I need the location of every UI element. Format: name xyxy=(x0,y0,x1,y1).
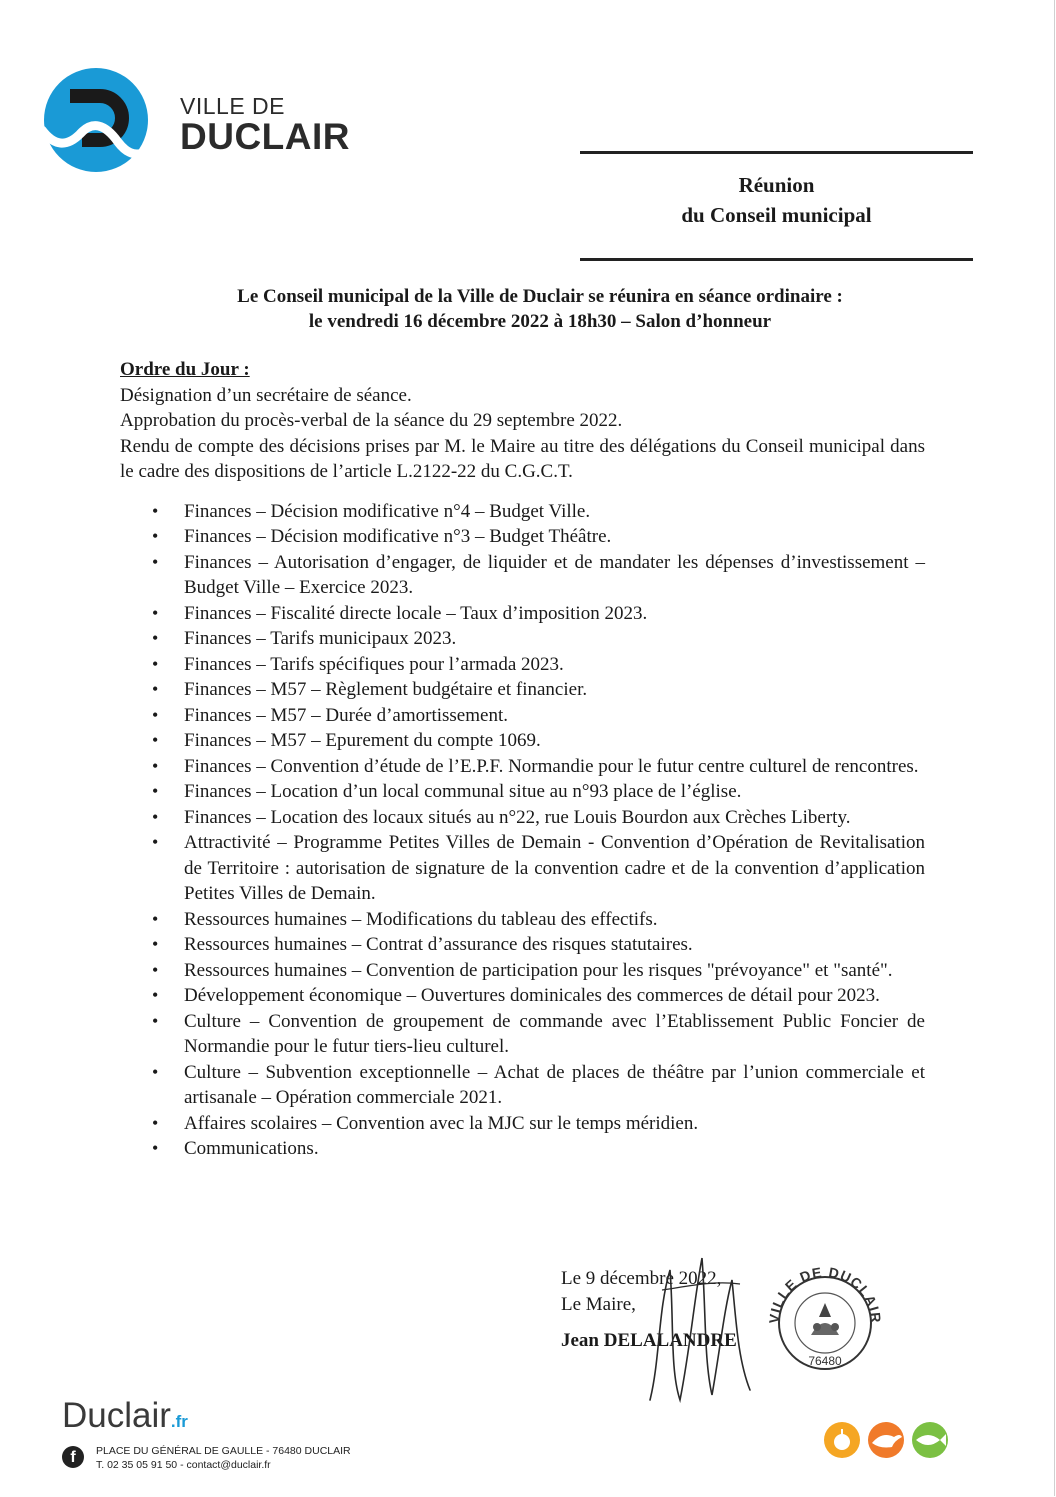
agenda-item: • Développement économique – Ouvertures dominicales des commerces de détail pour 2023. xyxy=(120,983,925,1009)
agenda-item: • Finances – M57 – Durée d’amortissement. xyxy=(120,703,925,729)
stamp-text: VILLE DE DUCLAIR xyxy=(765,1263,885,1325)
agenda-item: • Culture – Convention de groupement de commande avec l’Etablissement Public Foncier de Normandie pour le futur tiers-lieu culturel. xyxy=(120,1009,925,1060)
agenda-item: • Affaires scolaires – Convention avec la MJC sur le temps méridien. xyxy=(120,1111,925,1137)
agenda-item: • Finances – M57 – Epurement du compte 1069. xyxy=(120,728,925,754)
document-title xyxy=(580,170,973,230)
agenda-intro-line: Approbation du procès-verbal de la séance du 29 septembre 2022. xyxy=(120,410,623,431)
agenda-item: • Attractivité – Programme Petites Villes de Demain - Convention d’Opération de Revitalisation de Territoire : autorisation de signature de la convention cadre et de la convention d’application Petites Villes de Demain. xyxy=(120,830,925,907)
meeting-announcement xyxy=(100,284,980,334)
facebook-icon[interactable]: f xyxy=(62,1446,84,1468)
apple-icon xyxy=(824,1422,860,1458)
agenda-item: • Finances – Tarifs municipaux 2023. xyxy=(120,626,925,652)
announcement-line-2: le vendredi 16 décembre 2022 à 18h30 – Salon d’honneur xyxy=(308,311,772,332)
agenda-item: • Finances – Autorisation d’engager, de liquider et de mandater les dépenses d’investissement – Budget Ville – Exercice 2023. xyxy=(120,550,925,601)
agenda-item: • Finances – Fiscalité directe locale – Taux d’imposition 2023. xyxy=(120,601,925,627)
agenda-intro-line: Rendu de compte des décisions prises par M. le Maire au titre des délégations du Conseil municipal dans le cadre des dispositions de l’article L.2122-22 du C.G.C.T. xyxy=(120,435,925,482)
title-top-rule xyxy=(580,151,973,154)
title-line-1: Réunion xyxy=(738,173,815,197)
signature-name: Jean DELALANDRE xyxy=(561,1330,737,1351)
agenda xyxy=(120,357,925,1162)
footer-brand xyxy=(62,1396,188,1436)
bird-icon xyxy=(868,1422,904,1458)
logo-line-1: VILLE DE xyxy=(180,93,285,119)
title-bottom-rule xyxy=(580,258,973,261)
stamp-code: 76480 xyxy=(808,1354,842,1368)
agenda-item: • Ressources humaines – Modifications du tableau des effectifs. xyxy=(120,907,925,933)
agenda-item: • Finances – Convention d’étude de l’E.P.F. Normandie pour le futur centre culturel de rencontres. xyxy=(120,754,925,780)
agenda-item: • Ressources humaines – Contrat d’assurance des risques statutaires. xyxy=(120,932,925,958)
agenda-item: • Finances – Décision modificative n°4 – Budget Ville. xyxy=(120,499,925,525)
agenda-item-list xyxy=(120,499,925,1162)
agenda-item: • Finances – Location d’un local communal situe au n°93 place de l’église. xyxy=(120,779,925,805)
agenda-intro-line: Désignation d’un secrétaire de séance. xyxy=(120,384,412,406)
agenda-item: • Finances – Décision modificative n°3 – Budget Théâtre. xyxy=(120,524,925,550)
footer-icon-group xyxy=(822,1419,967,1466)
agenda-item: • Communications. xyxy=(120,1136,925,1162)
agenda-intro xyxy=(120,383,925,485)
agenda-item: • Finances – Tarifs spécifiques pour l’armada 2023. xyxy=(120,652,925,678)
handwritten-signature xyxy=(640,1250,770,1415)
footer-contact-line: T. 02 35 05 91 50 - contact@duclair.fr xyxy=(96,1459,271,1471)
footer-brand-tld: .fr xyxy=(170,1412,188,1431)
agenda-item: • Finances – Location des locaux situés au n°22, rue Louis Bourdon aux Crèches Liberty. xyxy=(120,805,925,831)
official-stamp xyxy=(755,1253,895,1378)
agenda-item: • Culture – Subvention exceptionnelle – Achat de places de théâtre par l’union commerciale et artisanale – Opération commerciale 2021. xyxy=(120,1060,925,1111)
logo-line-2: DUCLAIR xyxy=(180,116,350,157)
footer-address-line: PLACE DU GÉNÉRAL DE GAULLE - 76480 DUCLAIR xyxy=(96,1445,351,1457)
signature-role: Le Maire, xyxy=(561,1294,636,1315)
footer-brand-name: Duclair xyxy=(62,1396,171,1435)
agenda-item: • Finances – M57 – Règlement budgétaire et financier. xyxy=(120,677,925,703)
footer-address xyxy=(96,1444,351,1472)
fish-icon xyxy=(912,1422,948,1458)
announcement-line-1: Le Conseil municipal de la Ville de Duclair se réunira en séance ordinaire : xyxy=(237,286,843,307)
agenda-item: • Ressources humaines – Convention de participation pour les risques "prévoyance" et "santé". xyxy=(120,958,925,984)
duclair-logo-icon xyxy=(40,62,168,179)
title-line-2: du Conseil municipal xyxy=(681,203,872,227)
logo-wordmark xyxy=(180,94,350,156)
signature-date: Le 9 décembre 2022, xyxy=(561,1268,722,1289)
agenda-title: Ordre du Jour : xyxy=(120,359,250,380)
